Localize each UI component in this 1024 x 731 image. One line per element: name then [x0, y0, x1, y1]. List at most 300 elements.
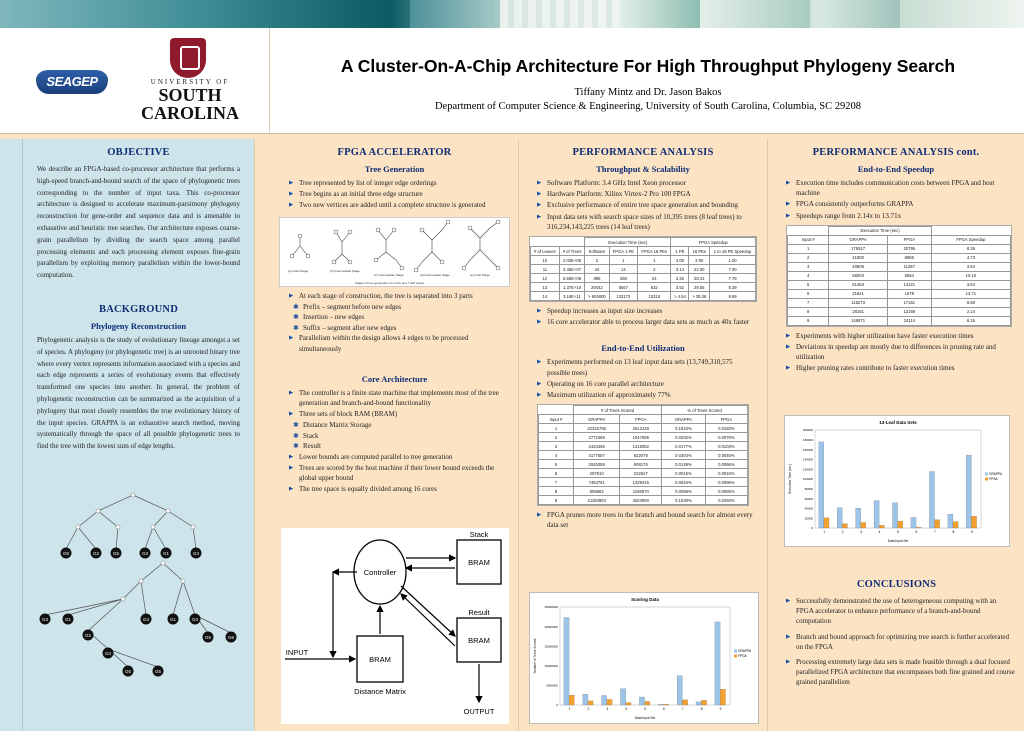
table-cell: 9: [788, 316, 829, 325]
list-item: ▶ Exclusive performance of entire tree space generation and bounding: [537, 200, 757, 210]
table-cell: 0.0066%: [705, 460, 747, 469]
table-cell: 4: [788, 271, 829, 280]
usc-logo: [140, 38, 240, 128]
table-group-header: Execution Time (sec): [829, 226, 931, 235]
chart-title: Scoring Data: [631, 597, 659, 602]
table-cell: 41500: [829, 253, 887, 262]
execution-time-table: [529, 236, 757, 302]
scoring-chart-svg: [530, 593, 760, 725]
table-cell: 4.73: [931, 253, 1010, 262]
table-group-header: FPGA Speedup: [671, 238, 756, 247]
table-cell: 0.0177%: [662, 442, 705, 451]
core-sublist: [271, 420, 518, 452]
y-tick-label: 10000000: [544, 664, 558, 668]
stage-label: (a) Initial Stage: [288, 268, 309, 273]
table-cell: 22315765: [573, 424, 619, 433]
tree-leaf-node: [103, 648, 114, 659]
table-cell: 6.55E+08: [559, 274, 584, 283]
table-cell: 898: [585, 274, 609, 283]
utilization-list-2: [519, 510, 767, 530]
table-cell: 20442: [585, 283, 609, 292]
legend-label: FPGA: [738, 654, 747, 658]
phylogeny-tree-figure: [23, 491, 255, 691]
table-row: [539, 433, 748, 442]
table-header-cell: Software: [585, 247, 609, 256]
tree-leaf-node: [61, 548, 72, 559]
table-cell: 7.79: [710, 274, 756, 283]
table-row: [788, 244, 1011, 253]
bar-fpga: [824, 518, 829, 528]
column-fpga: [271, 139, 518, 731]
table-cell: 8: [539, 487, 574, 496]
table-cell: 2772489: [573, 433, 619, 442]
background-heading: BACKGROUND: [98, 303, 178, 315]
svg-text:G6: G6: [62, 550, 70, 556]
stage-label: (d) Intermediate Stage: [420, 272, 450, 277]
table-group-header: Execution Time (sec): [585, 238, 671, 247]
list-item: ▶ FPGA prunes more trees in the branch and bound search for almost every data set: [537, 510, 757, 530]
bram-label: BRAM: [468, 558, 490, 567]
y-tick-label: 20000000: [544, 624, 558, 629]
list-item: ▶ Tree begins as an initial three edge structure: [289, 189, 508, 199]
table-cell: 0.1623%: [662, 424, 705, 433]
x-tick-label: 1: [823, 530, 826, 534]
bram-label: BRAM: [369, 655, 391, 664]
table-cell: 13.71: [931, 289, 1010, 298]
table-row: [788, 271, 1011, 280]
bar-grappa: [583, 694, 588, 705]
execution-time-chart: [784, 415, 1010, 547]
x-tick-label: 7: [681, 707, 684, 711]
bar-fpga: [898, 521, 903, 528]
bar-grappa: [564, 618, 569, 705]
y-tick-label: 20000: [804, 516, 813, 521]
x-tick-label: 9: [719, 707, 722, 711]
list-item: ▶ Experiments performed on 13 leaf input data sets (13,749,310,575 possible trees): [537, 357, 757, 377]
table-cell: 17161: [887, 298, 931, 307]
stage-list-end: [271, 333, 518, 353]
table-cell: 207910: [573, 469, 619, 478]
execution-chart-svg: [785, 416, 1011, 548]
table-row: [531, 274, 756, 283]
list-item: ▶ Trees are scored by the host machine if their lower bound exceeds the global upper bound: [289, 463, 508, 483]
bar-grappa: [856, 508, 861, 528]
core-architecture-heading: Core Architecture: [361, 373, 428, 384]
table-cell: 0.0016%: [705, 469, 747, 478]
table-cell: 5567: [609, 283, 638, 292]
x-tick-label: 3: [606, 707, 609, 711]
tree-leaf-node: [226, 632, 237, 643]
y-tick-label: 180000: [802, 438, 813, 442]
bar-grappa: [819, 442, 824, 528]
table-header-cell: # of Leaves: [531, 247, 560, 256]
table-header-cell: GRAPPA: [829, 235, 887, 244]
table-cell: 4023900: [620, 496, 662, 505]
objective-heading: OBJECTIVE: [107, 147, 170, 158]
column-gap: [254, 139, 271, 731]
table-cell: 29.55: [689, 283, 710, 292]
svg-text:G1: G1: [162, 550, 170, 556]
table-cell: 7: [539, 478, 574, 487]
x-tick-label: 7: [933, 530, 936, 534]
table-cell: 0.0045%: [705, 451, 747, 460]
bar-fpga: [682, 700, 687, 705]
list-item: ▶ Experiments with higher utilization have faster execution times: [786, 331, 1014, 341]
table-header-cell: GRAPPA: [662, 415, 705, 424]
table-cell: 10: [531, 256, 560, 265]
table-cell: 11267: [887, 262, 931, 271]
stack-label: Stack: [469, 530, 489, 539]
poster-title: A Cluster-On-A-Chip Architecture For High Throughput Phylogeny Search: [340, 56, 956, 76]
tree-leaf-node: [190, 614, 201, 625]
table-cell: 8.69: [710, 292, 756, 301]
column-objective: [22, 139, 254, 731]
chart-title: 13-Leaf Data Sets: [879, 420, 917, 425]
conclusions-section: [768, 571, 1024, 689]
architecture-svg: [281, 528, 509, 724]
table-cell: 13168: [887, 307, 931, 316]
legend-label: GRAPPA: [989, 472, 1003, 476]
bar-grappa: [911, 517, 916, 528]
tree-leaf-node: [168, 614, 179, 625]
x-tick-label: 8: [952, 530, 955, 534]
table-cell: 0.1539%: [662, 496, 705, 505]
table-cell: 8.36: [931, 244, 1010, 253]
table-cell: 24114: [887, 316, 931, 325]
banner-decoration: [410, 0, 490, 28]
list-item: ▶ Speedups range from 2.14x to 13.71x: [786, 211, 1014, 221]
bar-grappa: [929, 472, 934, 528]
svg-text:G3: G3: [141, 550, 149, 556]
table-cell: 9: [539, 496, 574, 505]
table-cell: > 604800: [585, 292, 609, 301]
usc-logo-line1: UNIVERSITY OF: [150, 78, 230, 86]
table-cell: 2: [539, 433, 574, 442]
list-item: ▶ Maximum utilization of approximately 77%: [537, 390, 757, 400]
bar-fpga: [645, 701, 650, 705]
list-item: ▶ The controller is a finite state machine that implements most of the tree generation and branch-and-bound functionality: [289, 388, 508, 408]
core-architecture-diagram: [281, 528, 509, 724]
list-item: ▶ Speedup increases as input size increases: [537, 306, 757, 316]
table-cell: 0.0015%: [662, 469, 705, 478]
table-cell: 1047695: [620, 433, 662, 442]
table-cell: 14: [609, 265, 638, 274]
bar-grappa: [837, 508, 842, 528]
bar-grappa: [677, 676, 682, 705]
table-header-cell: FPGA: [705, 415, 747, 424]
table-row: [788, 307, 1011, 316]
table-cell: 0.0096%: [705, 478, 747, 487]
bar-fpga: [935, 520, 940, 528]
table-row: [539, 424, 748, 433]
legend-swatch: [734, 655, 737, 658]
list-item: ▶ Three sets of block RAM (BRAM): [289, 409, 508, 419]
tree-leaf-node: [83, 630, 94, 641]
table-header-cell: FPGA Speedup: [931, 235, 1010, 244]
table-cell: 622079: [620, 451, 662, 460]
list-item: ▶ Deviations in speedup are mostly due to differences in pruning rate and utilization: [786, 342, 1014, 362]
table-header-cell: GRAPPA: [573, 415, 619, 424]
table-cell: 1: [539, 424, 574, 433]
y-tick-label: 160000: [802, 447, 813, 452]
svg-text:G2: G2: [84, 632, 92, 638]
table-cell: 0.0076%: [705, 433, 747, 442]
svg-text:G2: G2: [92, 550, 100, 556]
list-item: ▶ Hardware Platform: Xilinx Virtex-2 Pro 100 FPGA: [537, 189, 757, 199]
x-tick-label: 2: [841, 530, 844, 534]
table-cell: 1: [638, 256, 671, 265]
distance-matrix-label: Distance Matrix: [354, 687, 406, 696]
bar-grappa: [948, 514, 953, 528]
poster-header: [0, 28, 1024, 134]
table-row: [788, 280, 1011, 289]
svg-text:G3: G3: [41, 616, 49, 622]
table-cell: 6: [788, 289, 829, 298]
table-group-header: # of Trees Scored: [573, 406, 661, 415]
banner-decoration: [900, 0, 1024, 28]
table-cell: > 4.54: [671, 292, 689, 301]
legend-swatch: [985, 473, 988, 476]
table-cell: 3: [788, 262, 829, 271]
svg-text:G5: G5: [154, 668, 162, 674]
table-cell: 22.00: [689, 265, 710, 274]
table-cell: 0.0293%: [705, 496, 747, 505]
left-margin: [0, 139, 22, 731]
list-item: ▶ Higher pruning rates contribute to faster execution times: [786, 363, 1014, 373]
bar-fpga: [626, 703, 631, 705]
table-row: [788, 316, 1011, 325]
tree-leaf-node: [63, 614, 74, 625]
tree-leaf-node: [161, 548, 172, 559]
table-cell: 133172: [609, 292, 638, 301]
y-tick-label: 0: [556, 703, 558, 708]
x-tick-label: 6: [915, 530, 918, 534]
table-cell: 51453: [829, 280, 887, 289]
table-cell: 6.16: [931, 316, 1010, 325]
y-tick-label: 80000: [804, 487, 813, 491]
list-item: ✱ Stack: [293, 431, 508, 442]
y-axis-label: Execution Time (sec): [788, 464, 792, 494]
y-tick-label: 15000000: [544, 644, 558, 649]
input-label: INPUT: [285, 648, 309, 657]
x-tick-label: 5: [644, 707, 646, 711]
table-header-cell: FPGA 16 PEs: [638, 247, 671, 256]
figure-caption: Stages of tree generation for a five and 7 leaf nodes: [355, 280, 425, 285]
result-label: Result: [468, 608, 490, 617]
table-cell: 21193803: [573, 496, 619, 505]
table-row: [531, 292, 756, 301]
bar-fpga: [971, 516, 976, 528]
table-cell: 1415052: [620, 442, 662, 451]
throughput-list: [519, 178, 767, 232]
y-tick-label: 140000: [802, 457, 813, 462]
table-cell: 12: [531, 274, 560, 283]
core-list: [271, 388, 518, 420]
list-item: ▶ Branch and bound approach for optimizing tree search is further accelerated on the FPGA: [786, 632, 1015, 652]
table-header-cell: 1 PE: [671, 247, 689, 256]
table-cell: 8.39: [710, 283, 756, 292]
throughput-list-2: [519, 306, 767, 327]
bar-fpga: [842, 524, 847, 528]
stage-label: (b) Intermediate Stage: [330, 268, 360, 273]
table-cell: 2.14: [931, 307, 1010, 316]
list-item: ▶ Input data sets with search space sizes of 10,395 trees (8 leaf trees) to 316,234,143,225 trees (14 leaf trees): [537, 212, 757, 232]
stage-sublist: [271, 302, 518, 334]
table-cell: 0.0183%: [705, 424, 747, 433]
poster-department: Department of Computer Science & Engineering, University of South Carolina, Columbia, SC 29208: [434, 101, 862, 112]
x-tick-label: 3: [860, 530, 863, 534]
bar-fpga: [664, 704, 669, 705]
y-tick-label: 0: [811, 526, 813, 531]
table-cell: 28.41: [689, 274, 710, 283]
x-tick-label: 9: [970, 530, 973, 534]
table-row: [788, 262, 1011, 271]
table-cell: 0.0085%: [705, 487, 747, 496]
table-cell: 14121: [887, 280, 931, 289]
table-header-cell: 1 to 16 PE Speedup: [710, 247, 756, 256]
table-cell: 3.14: [671, 265, 689, 274]
svg-text:G3: G3: [191, 616, 199, 622]
table-cell: 2: [585, 256, 609, 265]
table-cell: 0.0149%: [662, 460, 705, 469]
table-cell: 13: [531, 283, 560, 292]
table-cell: 3.16E+11: [559, 292, 584, 301]
table-cell: 0.0103%: [705, 442, 747, 451]
bar-fpga: [916, 527, 921, 528]
table-cell: 2512228: [620, 424, 662, 433]
table-header-cell: FPGA: [887, 235, 931, 244]
table-cell: 14: [531, 292, 560, 301]
svg-text:G6: G6: [227, 634, 235, 640]
x-tick-label: 4: [625, 707, 628, 711]
plot-area: [560, 607, 730, 705]
svg-text:G1: G1: [169, 616, 177, 622]
bar-grappa: [715, 622, 720, 705]
usc-crest-icon: [170, 38, 206, 78]
table-cell: 3.52: [671, 283, 689, 292]
bar-fpga: [701, 700, 706, 705]
bar-fpga: [879, 525, 884, 528]
seagep-logo: SEAGEP: [36, 70, 108, 94]
conclusions-list: [768, 596, 1024, 688]
list-item: ▶ Processing extremely large data sets is made feasible through a dual focused parallelized FPGA architecture that encompasses both fine grained and course grained parallelism: [786, 657, 1015, 688]
bar-grappa: [966, 455, 971, 528]
list-item: ▶ At each stage of construction, the tree is separated into 3 parts: [289, 291, 508, 301]
table-cell: 0.0202%: [662, 433, 705, 442]
logo-area: [0, 28, 270, 134]
core-list-2: [271, 452, 518, 495]
bar-grappa: [892, 503, 897, 528]
x-tick-label: 6: [662, 707, 665, 711]
y-tick-label: 5000000: [546, 683, 558, 688]
y-tick-label: 120000: [802, 467, 813, 472]
table-cell: 10.10: [931, 271, 1010, 280]
list-item: ▶ Parallelism within the design allows 4 edges to be processed simultaneously: [289, 333, 508, 353]
table-cell: 21641: [829, 289, 887, 298]
table-cell: 5: [788, 280, 829, 289]
list-item: ✱ Suffix – segment after new edges: [293, 323, 508, 334]
table-header-cell: Input #: [788, 235, 829, 244]
fpga-heading: FPGA ACCELERATOR: [337, 147, 452, 158]
tree-leaf-node: [203, 632, 214, 643]
list-item: ✱ Insertion – new edges: [293, 312, 508, 323]
table-cell: 0.0304%: [662, 451, 705, 460]
table-cell: 2434466: [573, 442, 619, 451]
column-performance-cont: [767, 139, 1024, 731]
svg-text:G1: G1: [64, 616, 72, 622]
table-cell: 3.45E+07: [559, 265, 584, 274]
background-subheading: Phylogeny Reconstruction: [90, 320, 187, 331]
stage-list: [271, 291, 518, 301]
table-cell: 28161: [829, 307, 887, 316]
table-cell: 2.00: [689, 256, 710, 265]
table-cell: 20795: [887, 244, 931, 253]
bram-label: BRAM: [468, 636, 490, 645]
table-row: [788, 298, 1011, 307]
table-row: [539, 442, 748, 451]
list-item: ✱ Result: [293, 441, 508, 452]
x-axis-label: Data Input Set: [634, 716, 656, 720]
x-axis-label: Data Input Set: [887, 539, 909, 543]
table-cell: 3.26: [671, 274, 689, 283]
scoring-chart: [529, 592, 759, 724]
tree-stages-figure: [279, 217, 510, 287]
utilization-heading: End-to-End Utilization: [601, 343, 685, 354]
bar-grappa: [639, 697, 644, 705]
x-tick-label: 4: [878, 530, 881, 534]
table-row: [531, 256, 756, 265]
output-label: OUTPUT: [463, 707, 495, 716]
table-row: [788, 289, 1011, 298]
legend-label: GRAPPA: [738, 649, 752, 653]
bar-fpga: [720, 689, 725, 705]
table-header-cell: FPGA: [620, 415, 662, 424]
y-tick-label: 100000: [802, 477, 813, 482]
top-banner: [0, 0, 1024, 28]
x-tick-label: 8: [700, 707, 703, 711]
tree-leaf-node: [153, 666, 164, 677]
e2e-list-2: [768, 331, 1024, 374]
table-header-cell: FPGA 1 PE: [609, 247, 638, 256]
table-row: [539, 460, 748, 469]
e2e-list: [768, 178, 1024, 221]
tree-stages-svg: [280, 218, 511, 288]
trees-scored-table: [537, 404, 749, 506]
x-tick-label: 5: [897, 530, 899, 534]
table-cell: 15316: [638, 292, 671, 301]
svg-text:G5: G5: [112, 550, 120, 556]
tree-leaf-node: [40, 614, 51, 625]
table-cell: 4177587: [573, 451, 619, 460]
y-tick-label: 40000: [804, 506, 813, 511]
table-row: [539, 478, 748, 487]
tree-leaf-node: [111, 548, 122, 559]
poster-authors: Tiffany Mintz and Dr. Jason Bakos: [574, 87, 722, 98]
table-row: [539, 451, 748, 460]
usc-logo-line2: SOUTH: [158, 85, 222, 105]
stage-label: (e) Final Stage: [470, 272, 490, 277]
table-cell: 632: [638, 283, 671, 292]
controller-label: Controller: [363, 568, 397, 577]
table-cell: 2.03E+06: [559, 256, 584, 265]
background-text: Phylogenetic analysis is the study of evolutionary lineage amongst a set of species. A phylogeny (or phylogenetic tree) is an unrooted binary tree where every vertex represents information associated with a species and each edge represents a series of evolutionary events that effectively transformed one species into another. In general, the problem of phylogenetic reconstruction can be summarized as the acquisition of a phylogeny that most closely resembles the true evolutionary history of the input species. GRAPPA is an exhaustive search method, moving systematically through the space of all possible phylogenetic trees to find the tree with the lowest sum of edge lengths.: [37, 335, 240, 451]
table-cell: 2.00: [671, 256, 689, 265]
table-row: [539, 487, 748, 496]
performance-heading: PERFORMANCE ANALYSIS: [572, 147, 714, 158]
table-cell: 115273: [829, 298, 887, 307]
table-cell: 3.64: [931, 262, 1010, 271]
table-header-cell: 16 PEs: [689, 247, 710, 256]
